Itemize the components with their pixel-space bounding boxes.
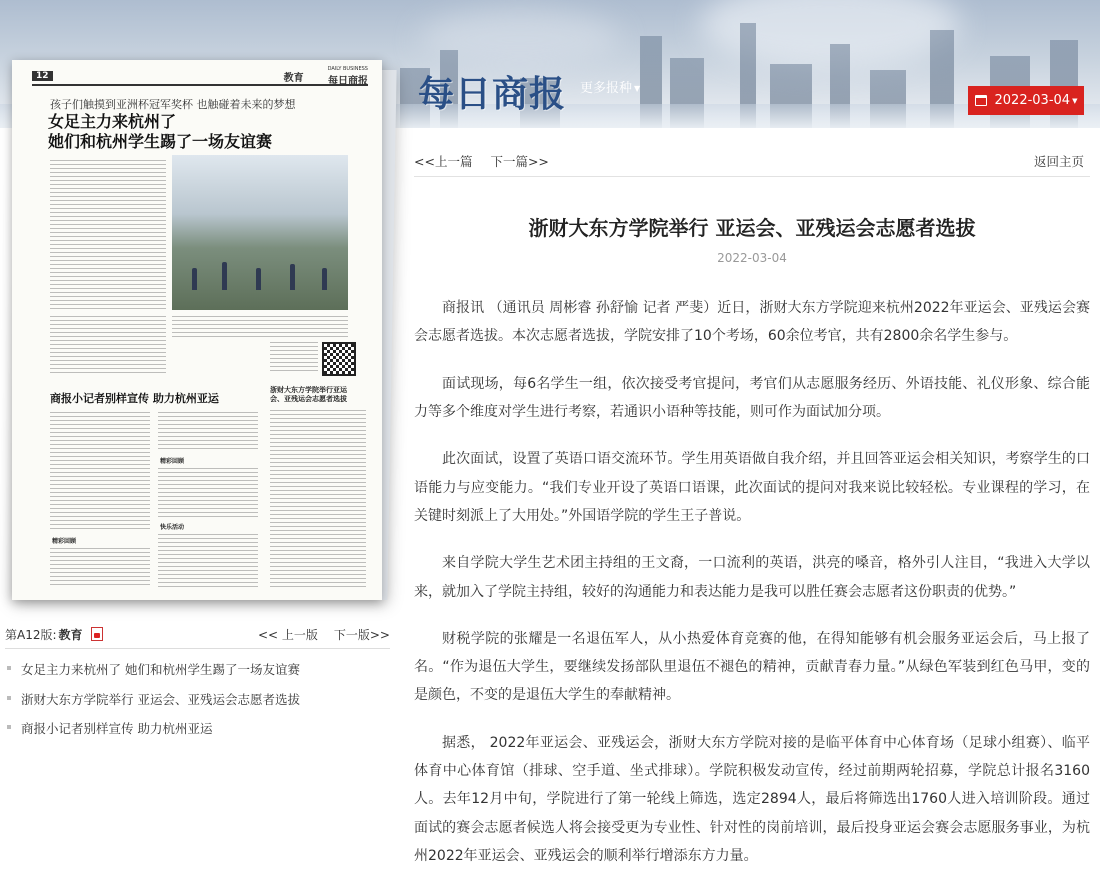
- article-paragraph: 此次面试，设置了英语口语交流环节。学生用英语做自我介绍，并且回答亚运会相关知识，考察学生的口语能力与应变能力。“我们专业开设了英语口语课，此次面试的提问对我来说比较轻松。专业课程的学习，在关键时刻派上了大用处。”外国语学院的学生王子普说。: [414, 451, 1090, 524]
- paper-text-block: [270, 410, 366, 588]
- divider: [5, 648, 390, 649]
- calendar-icon: [975, 95, 987, 106]
- paper-text-block: [50, 316, 166, 376]
- more-papers-label: 更多报种: [580, 81, 633, 96]
- article-list: [5, 660, 390, 749]
- article-link[interactable]: 女足主力来杭州了 她们和杭州学生踢了一场友谊赛: [21, 662, 300, 677]
- paper-headline: [48, 112, 272, 152]
- paper-photo: [172, 155, 348, 310]
- paper-text-block: [50, 412, 150, 532]
- date-selector[interactable]: [968, 86, 1084, 115]
- paper-subheadline: 孩子们触摸到亚洲杯冠军奖杯 也触碰着未来的梦想: [50, 98, 296, 111]
- article-paragraph: 据悉， 2022年亚运会、亚残运会，浙财大东方学院对接的是临平体育中心体育场（足球小组赛）、临平体育中心体育馆（排球、空手道、坐式排球）。学院积极发动宣传，经过前期两轮招募，学院总计报名3160人。去年12月中旬，学院进行了第一轮线上筛选，选定2894人，最后将筛选出1760人进入培训阶段。通过面试的赛会志愿者候选人将会接受更为专业性、针对性的岗前培训，最后投身亚运会赛会志愿服务事业，为杭州2022年亚运会、亚残运会的顺利举行增添东方力量。: [414, 734, 1090, 864]
- article-link[interactable]: 浙财大东方学院举行 亚运会、亚残运会志愿者选拔: [21, 691, 300, 707]
- photo-figure: [290, 264, 295, 290]
- article-body: [414, 294, 1090, 889]
- article-paragraph: 财税学院的张耀是一名退伍军人，从小热爱体育竞赛的他，在得知能够有机会服务亚运会后，马上报了名。“作为退伍大学生，要继续发扬部队里退伍不褪色的精神，贡献青春力量。”从绿色军装到红色马甲，变的是颜色，不变的是退伍大学生的奉献精神。: [414, 631, 1090, 704]
- caret-down-icon: ▼: [634, 84, 641, 93]
- date-selector-value: 2022-03-04: [994, 93, 1071, 108]
- article-paragraph: 面试现场，每6名学生一组，依次接受考官提问，考官们从志愿服务经历、外语技能、礼仪形象、综合能力等多个维度对学生进行考察，若通识小语种等技能，则可作为面试加分项。: [414, 375, 1090, 420]
- paper-text-block: [158, 468, 258, 518]
- bullet-icon: [7, 696, 11, 700]
- qr-code-icon: [322, 342, 356, 376]
- paper-headline-line1: 女足主力来杭州了: [48, 112, 177, 131]
- pdf-icon[interactable]: [91, 627, 103, 641]
- next-page-link[interactable]: 下一版>>: [333, 627, 390, 642]
- newspaper-page-thumbnail[interactable]: [12, 60, 382, 600]
- photo-figure: [192, 268, 197, 290]
- paper-text-block: [158, 534, 258, 588]
- prev-article-link[interactable]: <<上一篇: [414, 154, 473, 169]
- paper-story2-headline: 商报小记者别样宣传 助力杭州亚运: [50, 392, 219, 405]
- photo-figure: [322, 268, 327, 290]
- page-navigation: [5, 625, 390, 643]
- list-item[interactable]: [5, 719, 390, 749]
- prev-page-link[interactable]: << 上一版: [257, 627, 318, 642]
- paper-tag: 快乐活动: [160, 524, 185, 531]
- article-link[interactable]: 商报小记者别样宣传 助力杭州亚运: [21, 721, 213, 736]
- paper-page-number: 12: [32, 71, 53, 81]
- divider: [414, 176, 1090, 177]
- article-navigation: [414, 152, 1084, 170]
- list-item[interactable]: [5, 690, 390, 720]
- paper-section-name: 教育: [283, 72, 304, 84]
- article-paragraph: 商报讯 （通讯员 周彬睿 孙舒愉 记者 严斐）近日，浙财大东方学院迎来杭州2022年亚运会、亚残运会赛会志愿者选拔。本次志愿者选拔，学院安排了10个考场，60余位考官，共有2800余名学生参与。: [414, 300, 1090, 345]
- paper-tag: 精彩回顾: [160, 458, 185, 465]
- article-title: 浙财大东方学院举行 亚运会、亚残运会志愿者选拔: [528, 216, 976, 240]
- bullet-icon: [7, 725, 11, 729]
- page-label: 第A12版:: [5, 627, 57, 642]
- paper-tag: 精彩回顾: [52, 538, 77, 545]
- paper-text-block: [50, 548, 150, 588]
- article-paragraph: 来自学院大学生艺术团主持组的王文裔，一口流利的英语，洪亮的嗓音，格外引人注目，“我进入大学以来，就加入了学院主持组，较好的沟通能力和表达能力是我可以胜任赛会志愿者这份职责的优势。”: [414, 555, 1090, 600]
- paper-text-block: [172, 316, 348, 338]
- paper-small-banner: DAILY BUSINESS: [327, 65, 368, 72]
- paper-text-block: [270, 342, 318, 372]
- paper-text-block: [158, 412, 258, 452]
- paper-text-block: [50, 160, 166, 310]
- more-papers-dropdown[interactable]: [580, 77, 640, 96]
- paper-story3-headline: 浙财大东方学院举行亚运会、亚残运会志愿者选拔: [270, 386, 347, 403]
- article-date: 2022-03-04: [717, 251, 787, 265]
- list-item[interactable]: [5, 660, 390, 690]
- photo-figure: [256, 268, 261, 290]
- home-link[interactable]: 返回主页: [1033, 154, 1084, 169]
- caret-down-icon: ▼: [1072, 96, 1078, 105]
- paper-page-header: [32, 65, 368, 87]
- page-section-name: 教育: [58, 627, 83, 642]
- paper-headline-line2: 她们和杭州学生踢了一场友谊赛: [48, 132, 273, 151]
- site-logo[interactable]: 每日商报: [418, 73, 567, 115]
- next-article-link[interactable]: 下一篇>>: [490, 154, 549, 169]
- photo-figure: [222, 262, 227, 290]
- paper-masthead: 每日商报: [328, 75, 368, 87]
- bullet-icon: [7, 666, 11, 670]
